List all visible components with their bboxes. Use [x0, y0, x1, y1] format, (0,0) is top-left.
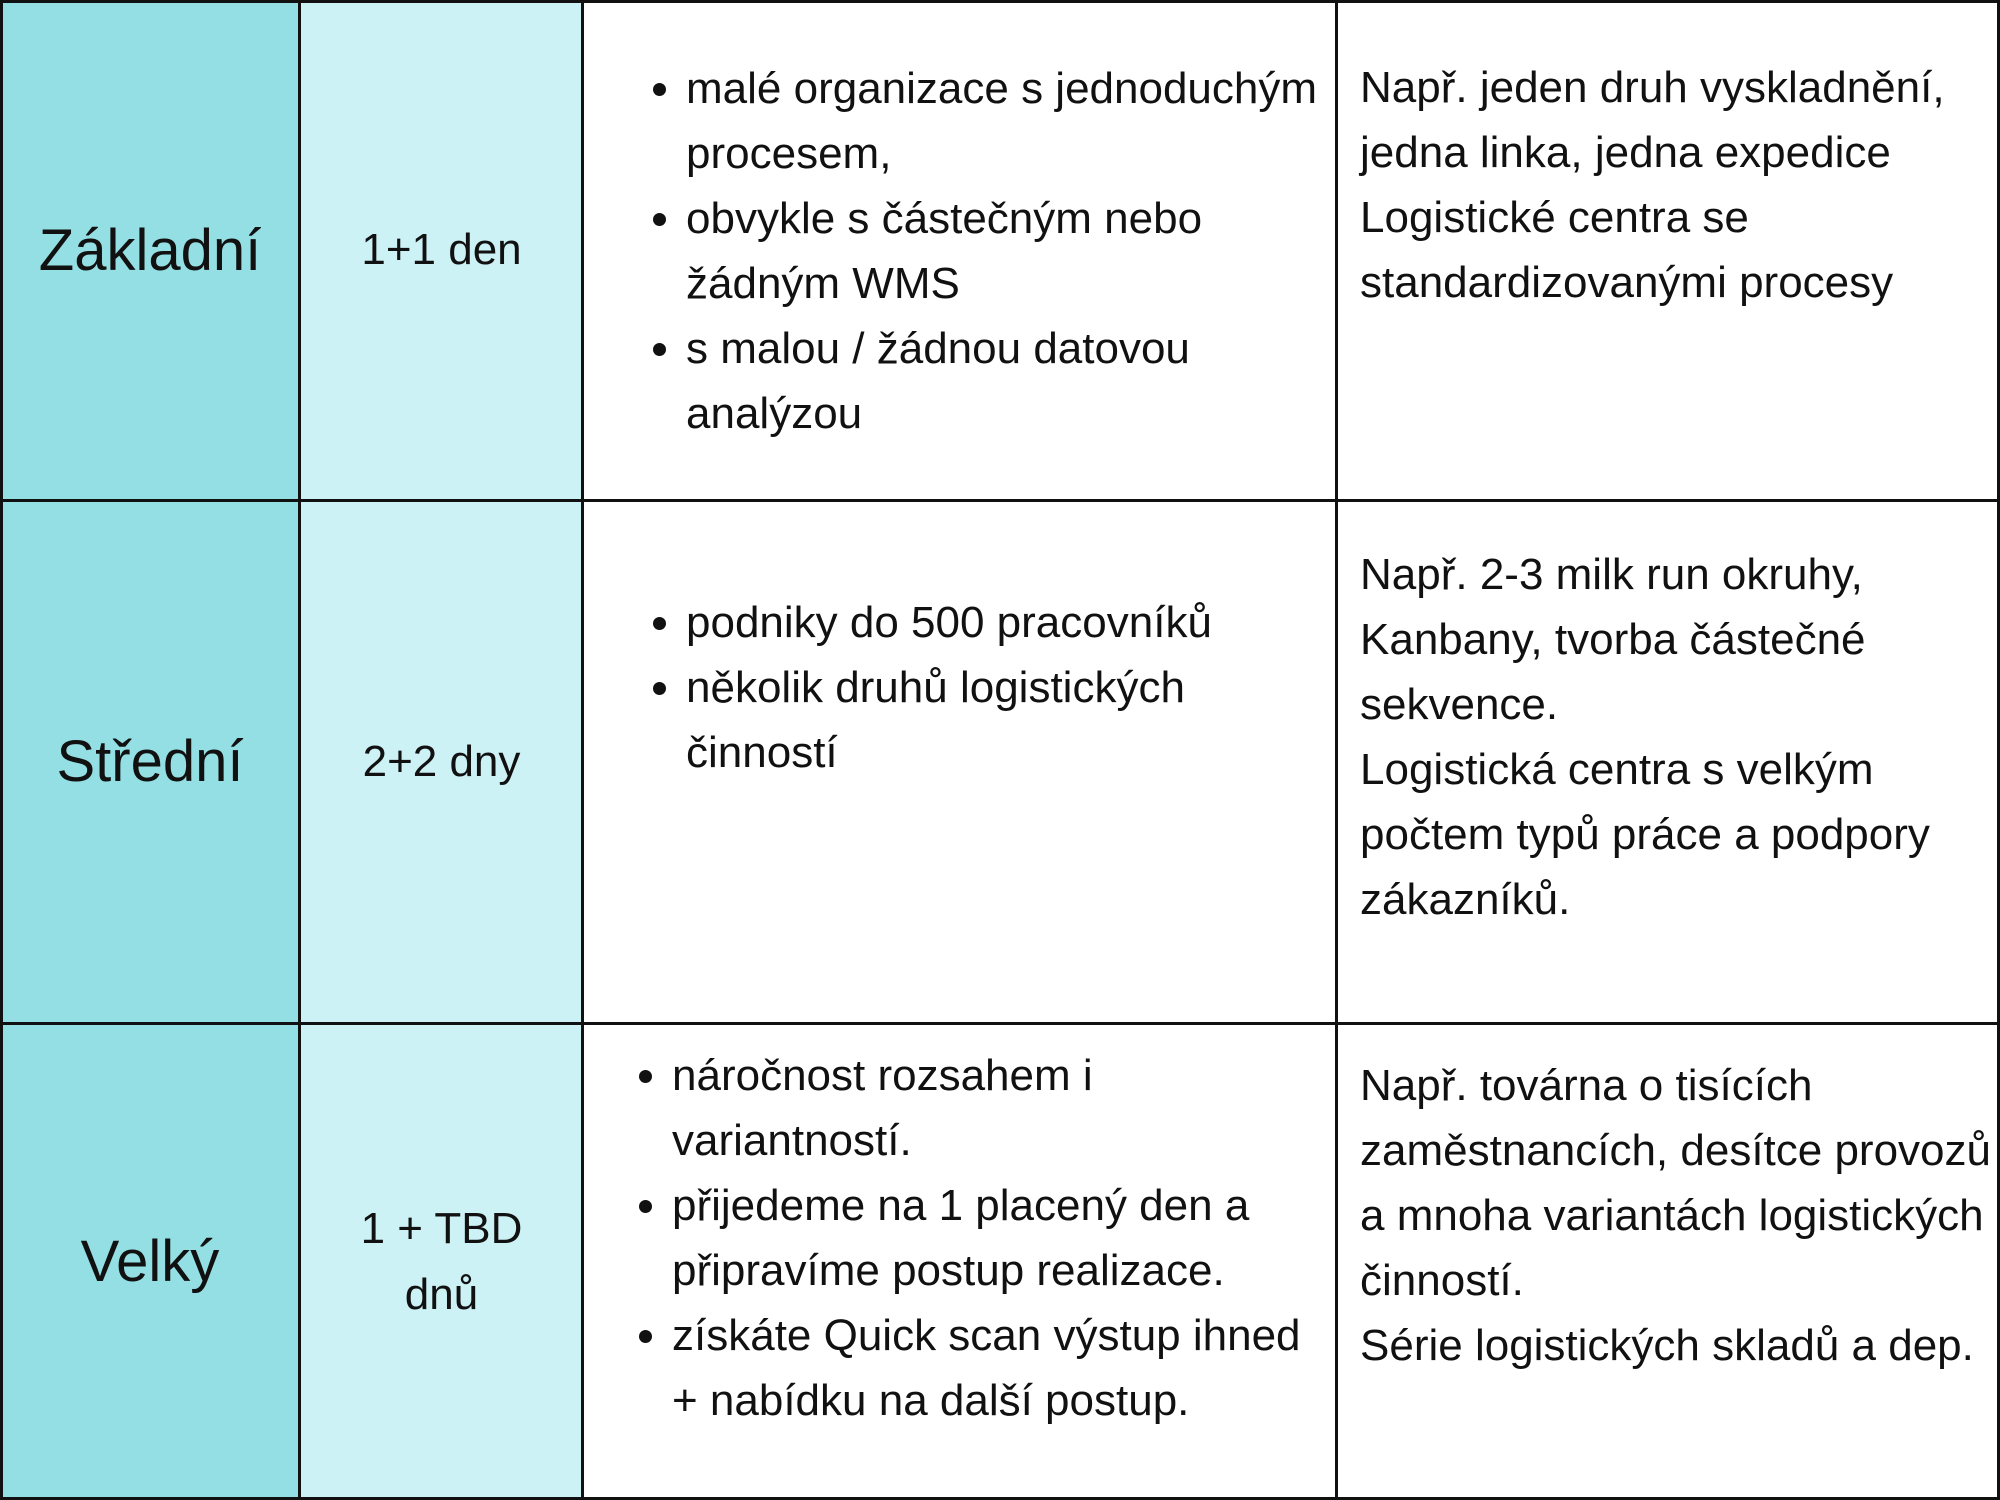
- level-label: Střední: [56, 729, 244, 794]
- list-item: malé organizace s jednoduchým procesem,: [583, 56, 1337, 186]
- example-cell: [1337, 1023, 2000, 1500]
- example-text: Logistické centra se standardizovanými procesy: [1360, 193, 1894, 307]
- row-divider: [0, 499, 2000, 502]
- list-item: podniky do 500 pracovníků: [583, 590, 1337, 655]
- list-item: získáte Quick scan výstup ihned + nabídku na další postup.: [583, 1303, 1337, 1433]
- table-border-left: [0, 0, 3, 1500]
- level-cell: [0, 1023, 300, 1500]
- example-text: Např. továrna o tisících zaměstnancích, desítce provozů a mnoha variantách logistických činností.: [1360, 1061, 1991, 1305]
- example-text: Série logistických skladů a dep.: [1360, 1321, 1974, 1370]
- list-item: náročnost rozsahem i variantností.: [583, 1043, 1337, 1173]
- duration-cell: [300, 0, 583, 500]
- table-border-top: [0, 0, 2000, 3]
- duration-cell: [300, 500, 583, 1023]
- scope-cell: [583, 0, 1337, 500]
- level-label: Základní: [38, 217, 262, 283]
- example-text: Logistická centra s velkým počtem typů práce a podpory zákazníků.: [1360, 745, 1930, 924]
- list-item: přijedeme na 1 placený den a připravíme postup realizace.: [583, 1173, 1337, 1303]
- column-divider: [1335, 0, 1338, 1500]
- example-cell: [1337, 500, 2000, 1023]
- duration-label: 1+1 den: [361, 225, 522, 274]
- scope-cell: [583, 1023, 1337, 1500]
- level-label: Velký: [80, 1229, 220, 1294]
- list-item: obvykle s částečným nebo žádným WMS: [583, 186, 1337, 316]
- scope-list: [583, 56, 1337, 446]
- duration-label: 1 + TBD dnů: [360, 1203, 523, 1319]
- scope-list: [583, 590, 1337, 785]
- example-text: Např. jeden druh vyskladnění, jedna linka, jedna expedice: [1360, 63, 1945, 177]
- example-text: Např. 2-3 milk run okruhy, Kanbany, tvorba částečné sekvence.: [1360, 550, 1866, 729]
- scope-list: [583, 1043, 1337, 1433]
- example-cell: [1337, 0, 2000, 500]
- duration-cell: [300, 1023, 583, 1500]
- level-cell: [0, 500, 300, 1023]
- column-divider: [581, 0, 584, 1500]
- column-divider: [298, 0, 301, 1500]
- level-cell: [0, 0, 300, 500]
- list-item: několik druhů logistických činností: [583, 655, 1337, 785]
- row-divider: [0, 1022, 2000, 1025]
- scope-cell: [583, 500, 1337, 1023]
- list-item: s malou / žádnou datovou analýzou: [583, 316, 1337, 446]
- duration-label: 2+2 dny: [362, 736, 521, 786]
